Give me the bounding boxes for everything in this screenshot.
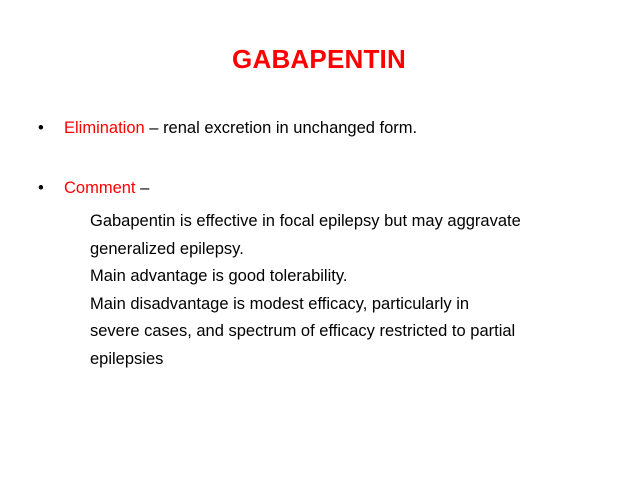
comment-line: Main disadvantage is modest efficacy, particularly in	[90, 294, 470, 313]
bullet-marker: •	[38, 179, 44, 197]
bullet-marker: •	[38, 119, 44, 137]
comment-line: epilepsies	[90, 349, 164, 368]
bullet-comment	[38, 178, 149, 198]
bullet-label-comment: Comment	[64, 179, 136, 197]
slide-title: GABAPENTIN	[232, 44, 406, 74]
comment-line: generalized epilepsy.	[90, 239, 244, 258]
comment-body	[90, 208, 610, 373]
bullet-label-elimination: Elimination	[64, 119, 145, 137]
bullet-text-comment: –	[135, 179, 150, 197]
bullet-elimination	[38, 118, 417, 138]
comment-line: severe cases, and spectrum of efficacy restricted to partial	[90, 322, 516, 340]
bullet-text-elimination: – renal excretion in unchanged form.	[144, 119, 418, 137]
comment-line: Gabapentin is effective in focal epilepsy but may aggravate	[90, 212, 521, 230]
comment-line: Main advantage is good tolerability.	[90, 267, 348, 285]
